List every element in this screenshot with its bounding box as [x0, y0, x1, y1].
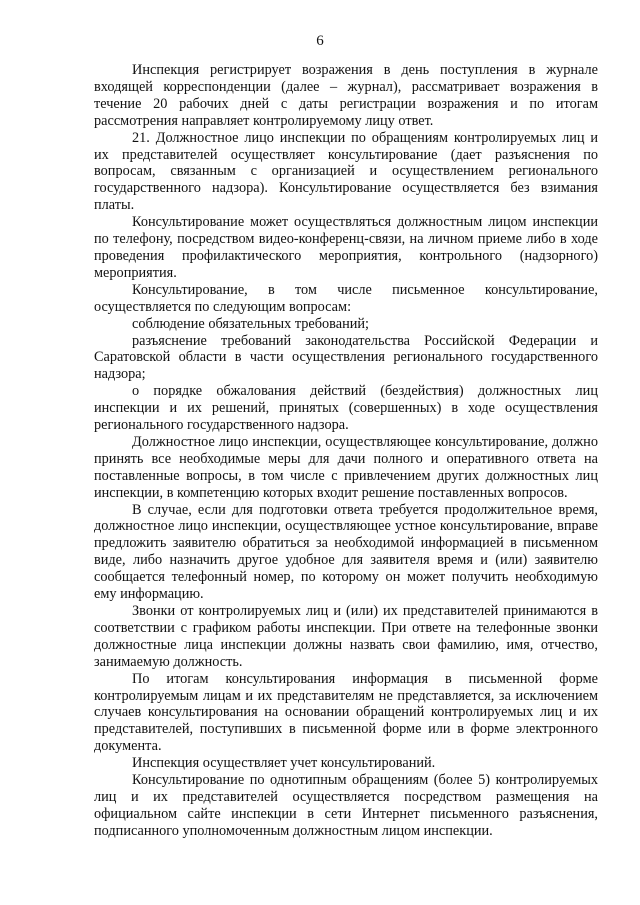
paragraph-phone-calls: Звонки от контролируемых лиц и (или) их представителей принимаются в соответствии с графиком работы инспекции. При ответе на телефонные звонки должностные лица инспекции должны назвать свои фамилию, имя, отчество, занимаемую должность. [94, 603, 598, 670]
paragraph-topic-legislation: разъяснение требований законодательства Российской Федерации и Саратовской области в части осуществления регионального государственного надзора; [94, 332, 598, 383]
paragraph-consulting-methods: Консультирование может осуществляться должностным лицом инспекции по телефону, посредством видео-конференц-связи, на личном приеме либо в ходе проведения профилактического мероприятия, контрольного (надзорного) мероприятия. [94, 214, 598, 281]
paragraph-written-information: По итогам консультирования информация в письменной форме контролируемым лицам и их представителям не представляется, за исключением случаев консультирования на основании обращений контролируемых лиц и их представителей, поступивших в письменной форме или в форме электронного документа. [94, 670, 598, 755]
paragraph-topic-mandatory-requirements: соблюдение обязательных требований; [132, 315, 370, 332]
paragraph-consulting-records: Инспекция осуществляет учет консультирований. [132, 755, 436, 772]
paragraph-consulting-topics-intro: Консультирование, в том числе письменное консультирование, осуществляется по следующим вопросам: [94, 281, 598, 315]
page-number: 6 [316, 33, 324, 49]
paragraph-official-obligations: Должностное лицо инспекции, осуществляющее консультирование, должно принять все необходимые меры для дачи полного и оперативного ответа на поставленные вопросы, в том числе с привлечением других должностных лиц инспекции, в компетенцию которых входит решение поставленных вопросов. [94, 433, 598, 501]
paragraph-similar-requests: Консультирование по однотипным обращениям (более 5) контролируемых лиц и их представителей осуществляется посредством размещения на официальном сайте инспекции в сети Интернет письменного разъяснения, подписанного уполномоченным должностным лицом инспекции. [94, 772, 598, 839]
paragraph-consulting-clause-21: 21. Должностное лицо инспекции по обращениям контролируемых лиц и их представителей осуществляет консультирование (дает разъяснения по вопросам, связанным с организацией и осуществлением регионального государственного надзора). Консультирование осуществляется без взимания платы. [94, 129, 598, 214]
paragraph-extended-time: В случае, если для подготовки ответа требуется продолжительное время, должностное лицо инспекции, осуществляющее устное консультирование, вправе предложить заявителю обратиться за необходимой информацией в письменном виде, либо назначить другое удобное для заявителя время и (или) заявителю сообщается телефонный номер, по которому он может получить необходимую ему информацию. [94, 501, 598, 603]
paragraph-objection-registration: Инспекция регистрирует возражения в день поступления в журнале входящей корреспонденции (далее – журнал), рассматривает возражения в течение 20 рабочих дней с даты регистрации возражения и по итогам рассмотрения направляет контролируемому лицу ответ. [94, 62, 598, 129]
paragraph-topic-appeal-procedure: о порядке обжалования действий (бездействия) должностных лиц инспекции и их решений, принятых (совершенных) в ходе осуществления регионального государственного надзора. [94, 383, 598, 434]
document-body [94, 62, 598, 840]
